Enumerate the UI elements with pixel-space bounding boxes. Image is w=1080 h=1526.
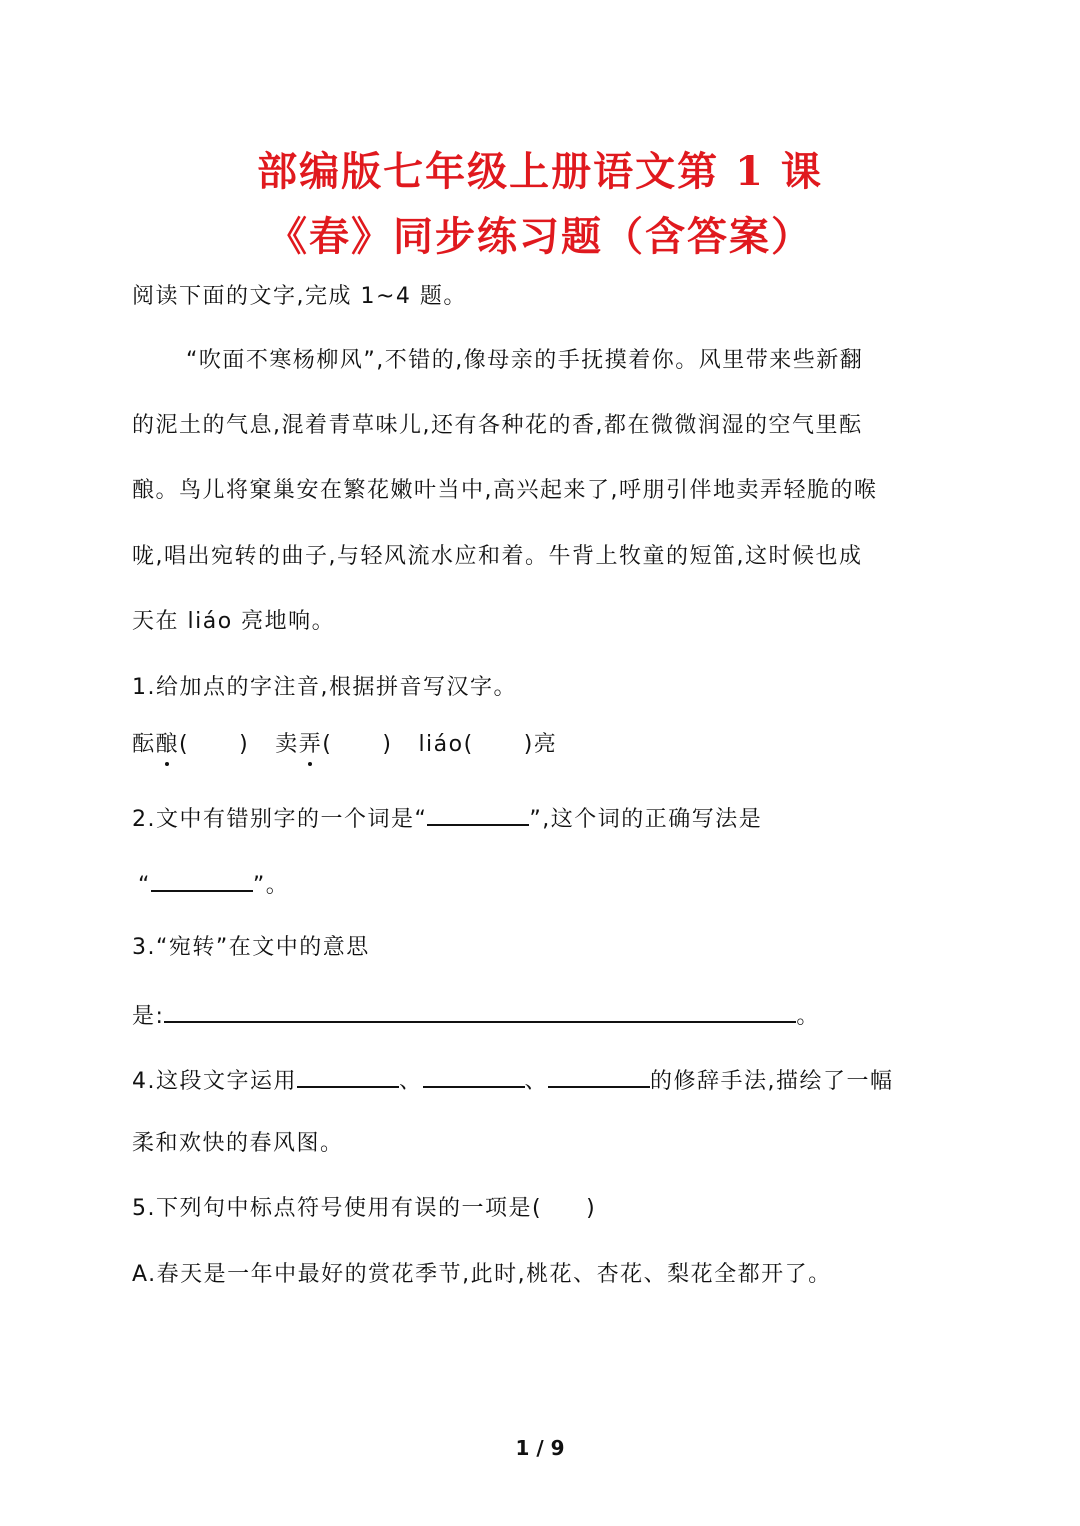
question-3-line-2 — [132, 999, 820, 1032]
open-paren: ( — [179, 732, 190, 757]
separator: 、 — [399, 1069, 423, 1094]
passage-line: 的泥土的气息,混着青草味儿,还有各种花的香,都在微微润湿的空气里酝 — [132, 413, 863, 438]
question-5 — [132, 1194, 596, 1224]
question-3-text: 是: — [132, 1004, 165, 1029]
item1-char: 酝 — [132, 732, 156, 757]
quote-close: ”。 — [252, 873, 290, 898]
question-2 — [132, 802, 762, 835]
page-number: 1 / 9 — [515, 1436, 565, 1460]
close-paren: ) — [382, 732, 393, 757]
quote-open: “ — [138, 873, 151, 898]
question-2-text: 2.文中有错别字的一个词是“ — [132, 807, 428, 832]
answer-blank[interactable] — [423, 1064, 525, 1088]
passage-line: 天在 liáo 亮地响。 — [132, 609, 336, 634]
close-paren: ) — [523, 732, 534, 757]
question-1: 1.给加点的字注音,根据拼音写汉字。 — [132, 675, 517, 700]
dotted-char: 弄 — [299, 730, 323, 760]
question-3: 3.“宛转”在文中的意思 — [132, 935, 370, 960]
question-2-line-2 — [138, 868, 289, 901]
item3-char: 亮 — [533, 732, 558, 757]
question-4-line-2: 柔和欢快的春风图。 — [132, 1131, 344, 1156]
close-paren: ) — [586, 1196, 597, 1221]
passage-line: 咙,唱出宛转的曲子,与轻风流水应和着。牛背上牧童的短笛,这时候也成 — [132, 544, 863, 569]
passage-line: “吹面不寒杨柳风”,不错的,像母亲的手抚摸着你。风里带来些新翻 — [186, 348, 864, 373]
page-title-line-1: 部编版七年级上册语文第 1 课 — [257, 148, 823, 195]
page-title-line-2: 《春》同步练习题（含答案） — [267, 213, 813, 260]
close-paren: ) — [239, 732, 250, 757]
answer-blank[interactable] — [427, 802, 529, 826]
item2-char: 卖 — [275, 732, 299, 757]
question-1-items — [132, 730, 557, 760]
dotted-char: 酿 — [156, 730, 180, 760]
question-4 — [132, 1064, 894, 1097]
answer-blank[interactable] — [164, 999, 796, 1023]
question-4-text: 的修辞手法,描绘了一幅 — [650, 1069, 894, 1094]
answer-blank[interactable] — [297, 1064, 399, 1088]
open-paren: ( — [463, 732, 474, 757]
answer-blank[interactable] — [151, 868, 253, 892]
reading-instruction: 阅读下面的文字,完成 1~4 题。 — [132, 284, 467, 309]
item3-pinyin: liáo — [418, 732, 464, 757]
question-4-text: 4.这段文字运用 — [132, 1069, 297, 1094]
question-2-text: ”,这个词的正确写法是 — [529, 807, 763, 832]
answer-blank[interactable] — [548, 1064, 650, 1088]
passage-line: 酿。鸟儿将窠巢安在繁花嫩叶当中,高兴起来了,呼朋引伴地卖弄轻脆的喉 — [132, 478, 878, 503]
open-paren: ( — [322, 732, 333, 757]
question-5-text: 5.下列句中标点符号使用有误的一项是( — [132, 1196, 543, 1221]
separator: 、 — [524, 1069, 549, 1094]
period: 。 — [796, 1004, 820, 1029]
option-a: A.春天是一年中最好的赏花季节,此时,桃花、杏花、梨花全都开了。 — [132, 1262, 832, 1287]
